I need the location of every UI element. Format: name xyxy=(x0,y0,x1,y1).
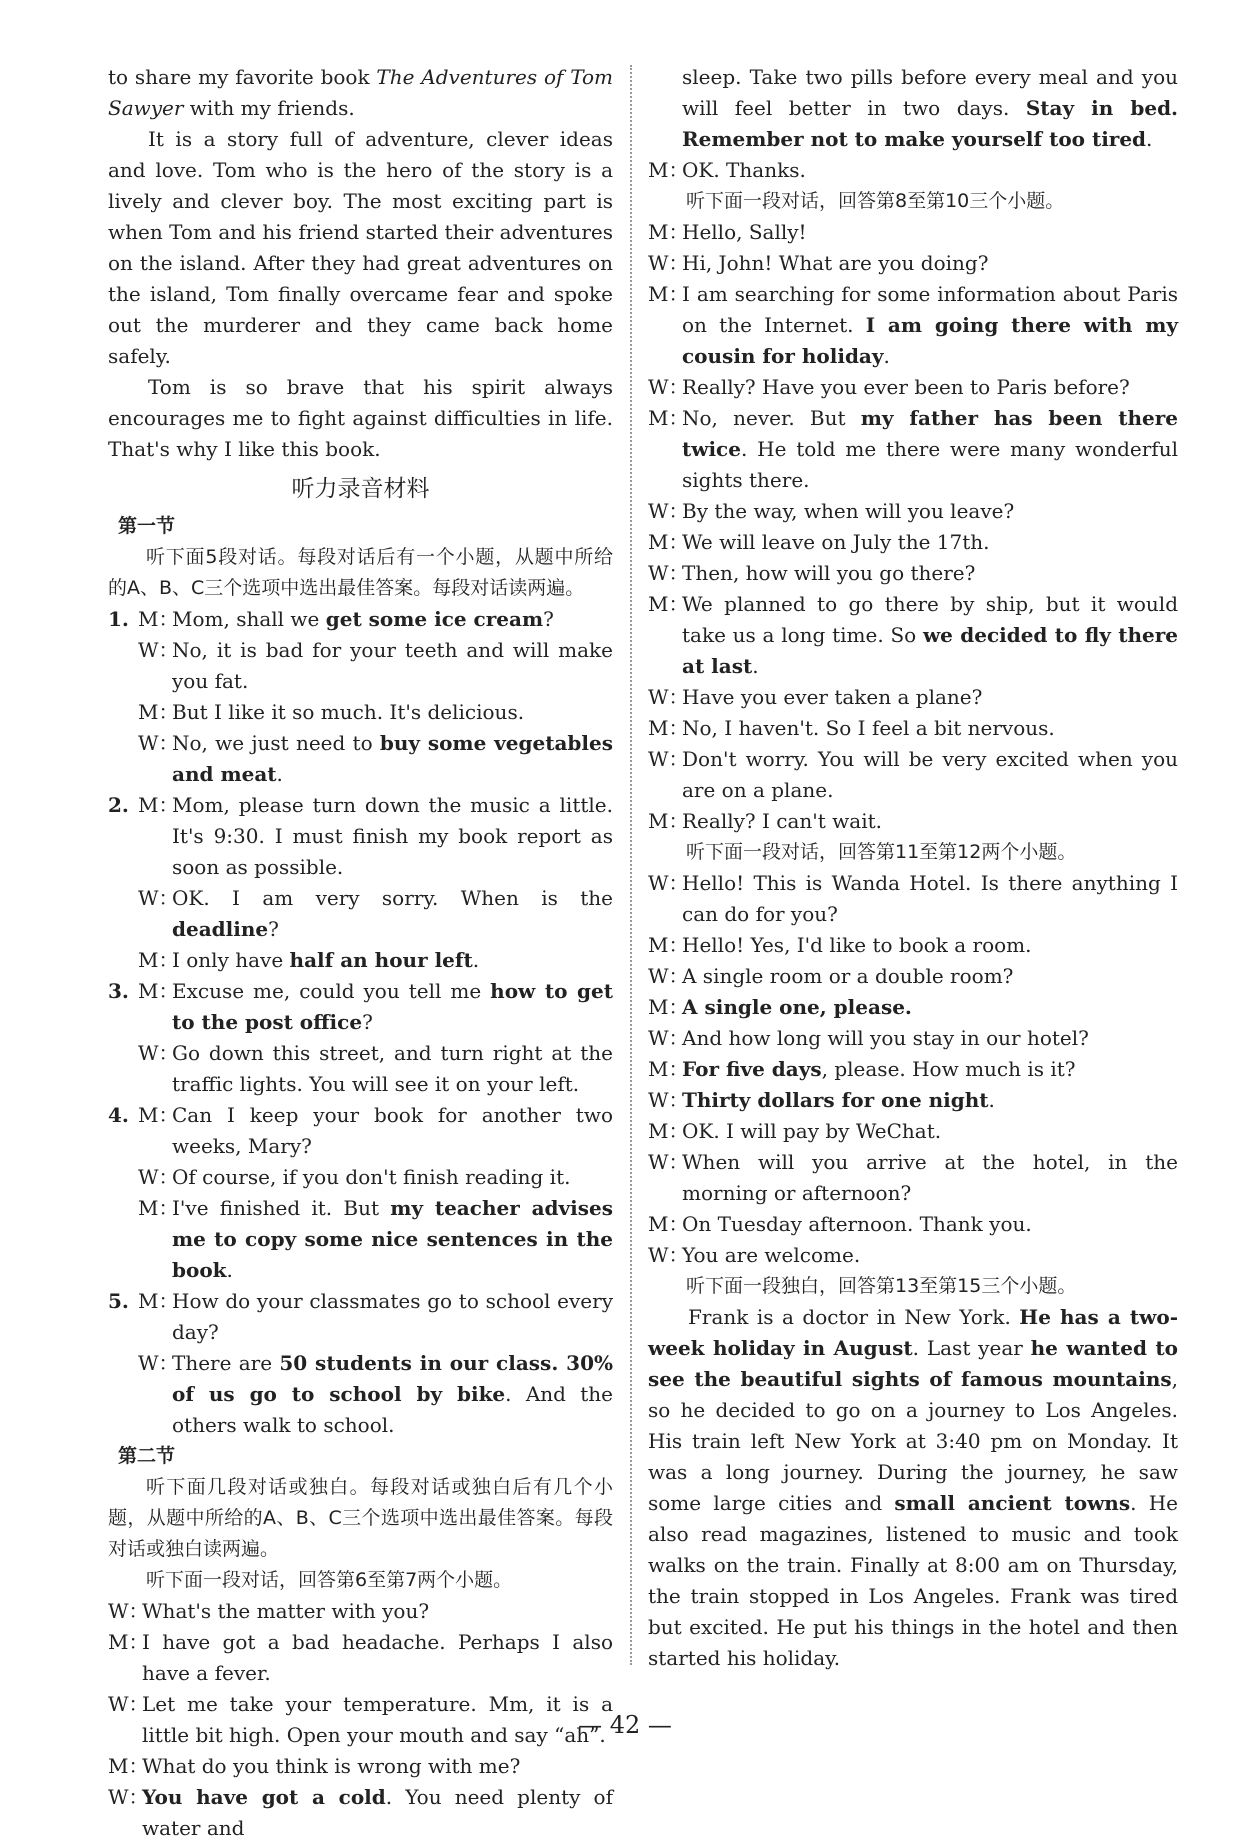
essay-paragraph: It is a story full of adventure, clever ideas and love. Tom who is the hero of the story is a lively and clever boy. The most exciting part is when Tom and his friend started their adventures on the island. After they had great adventures on the island, Tom finally overcame fear and spoke out the murderer and they came back home safely. xyxy=(108,127,613,368)
dialogue-line: M： I've finished it. But my teacher advises me to copy some nice sentences in the book. xyxy=(138,1196,613,1282)
dialogue-instructions: 听下面一段对话，回答第6至第7两个小题。 xyxy=(146,1569,513,1591)
section-instructions: 听下面5段对话。每段对话后有一个小题，从题中所给的A、B、C三个选项中选出最佳答案。每段对话读两遍。 xyxy=(108,546,613,599)
dialogue-line: sleep. Take two pills before every meal and you will feel better in two days. Stay in bed. Remember not to make yourself too tired. xyxy=(682,65,1179,151)
dialogue-line: M： Really? I can't wait. xyxy=(648,809,882,833)
listening-heading: 听力录音材料 xyxy=(291,476,430,502)
dialogue-line: W： OK. I am very sorry. When is the deadline? xyxy=(138,886,613,941)
dialogue-line: W： Then, how will you go there? xyxy=(648,561,976,585)
section-title: 第一节 xyxy=(118,515,176,537)
right-column xyxy=(648,62,1178,1674)
page-number: — 42 — xyxy=(578,1711,672,1739)
essay-paragraph: to share my favorite book The Adventures of Tom Sawyer with my friends. xyxy=(108,65,613,120)
dialogue-line: M： We planned to go there by ship, but it would take us a long time. So we decided to fly there at last. xyxy=(648,592,1178,678)
dialogue-line: W： Of course, if you don't finish reading it. xyxy=(138,1165,571,1189)
dialogue-line: 3. M： Excuse me, could you tell me how to get to the post office? xyxy=(108,979,613,1034)
dialogue-line: M： But I like it so much. It's delicious. xyxy=(138,700,525,724)
dialogue-line: W： And how long will you stay in our hotel? xyxy=(648,1026,1089,1050)
dialogue-line: 4. M： Can I keep your book for another two weeks, Mary? xyxy=(108,1103,613,1158)
dialogue-line: W： A single room or a double room? xyxy=(648,964,1014,988)
dialogue-line: M： OK. Thanks. xyxy=(648,158,806,182)
dialogue-line: W： What's the matter with you? xyxy=(108,1599,430,1623)
dialogue-line: W： Really? Have you ever been to Paris before? xyxy=(648,375,1130,399)
dialogue-line: 1. M： Mom, shall we get some ice cream? xyxy=(108,607,554,631)
dialogue-instructions: 听下面一段对话，回答第11至第12两个小题。 xyxy=(686,841,1077,863)
dialogue-line: M： Hello! Yes, I'd like to book a room. xyxy=(648,933,1032,957)
dialogue-line: W： Let me take your temperature. Mm, it is a little bit high. Open your mouth and say “ah”. xyxy=(108,1692,613,1747)
dialogue-line: W： You are welcome. xyxy=(648,1243,861,1267)
dialogue-line: 2. M： Mom, please turn down the music a little. It's 9:30. I must finish my book report as soon as possible. xyxy=(108,793,613,879)
dialogue-line: M： Hello, Sally! xyxy=(648,220,807,244)
dialogue-line: W： No, we just need to buy some vegetables and meat. xyxy=(138,731,613,786)
dialogue-line: W： There are 50 students in our class. 30% of us go to school by bike. And the others walk to school. xyxy=(138,1351,614,1437)
dialogue-line: M： I only have half an hour left. xyxy=(138,948,480,972)
dialogue-line: W： You have got a cold. You need plenty of water and xyxy=(108,1785,613,1840)
dialogue-line: M： On Tuesday afternoon. Thank you. xyxy=(648,1212,1032,1236)
dialogue-line: M： What do you think is wrong with me? xyxy=(108,1754,521,1778)
dialogue-line: W： Don't worry. You will be very excited when you are on a plane. xyxy=(648,747,1178,802)
dialogue-line: M： I am searching for some information about Paris on the Internet. I am going there with my cousin for holiday. xyxy=(648,282,1178,368)
column-divider xyxy=(630,65,632,1665)
monologue-instructions: 听下面一段独白，回答第13至第15三个小题。 xyxy=(686,1275,1077,1297)
book-title: The Adventures of Tom Sawyer xyxy=(108,65,613,120)
monologue-text: Frank is a doctor in New York. He has a two-week holiday in August. Last year he wanted to see the beautiful sights of famous mountains, so he decided to go on a journey to Los Angeles. His train left New York at 3:40 pm on Monday. It was a long journey. During the journey, he saw some large cities and small ancient towns. He also read magazines, listened to music and took walks on the train. Finally at 8:00 am on Thursday, the train stopped in Los Angeles. Frank was tired but excited. He put his things in the hotel and then started his holiday. xyxy=(648,1305,1179,1670)
dialogue-line: M： No, never. But my father has been there twice. He told me there were many wonderful sights there. xyxy=(648,406,1178,492)
section-instructions: 听下面几段对话或独白。每段对话或独白后有几个小题，从题中所给的A、B、C三个选项中选出最佳答案。每段对话或独白读两遍。 xyxy=(108,1476,613,1560)
dialogue-line: M： OK. I will pay by WeChat. xyxy=(648,1119,942,1143)
left-column xyxy=(108,62,613,1844)
dialogue-line: M： For five days, please. How much is it? xyxy=(648,1057,1076,1081)
dialogue-line: M： A single one, please. xyxy=(648,995,912,1019)
dialogue-line: W： Have you ever taken a plane? xyxy=(648,685,983,709)
section-title: 第二节 xyxy=(118,1445,176,1467)
dialogue-line: W： Thirty dollars for one night. xyxy=(648,1088,995,1112)
dialogue-line: W： Hi, John! What are you doing? xyxy=(648,251,989,275)
dialogue-line: 5. M： How do your classmates go to school every day? xyxy=(108,1289,613,1344)
dialogue-line: W： When will you arrive at the hotel, in the morning or afternoon? xyxy=(648,1150,1178,1205)
dialogue-instructions: 听下面一段对话，回答第8至第10三个小题。 xyxy=(686,190,1065,212)
dialogue-line: M： I have got a bad headache. Perhaps I also have a fever. xyxy=(108,1630,613,1685)
essay-paragraph: Tom is so brave that his spirit always encourages me to fight against difficulties in life. That's why I like this book. xyxy=(108,375,613,461)
dialogue-line: W： By the way, when will you leave? xyxy=(648,499,1015,523)
dialogue-line: M： No, I haven't. So I feel a bit nervous. xyxy=(648,716,1055,740)
dialogue-line: W： Hello! This is Wanda Hotel. Is there anything I can do for you? xyxy=(648,871,1178,926)
dialogue-line: W： Go down this street, and turn right at the traffic lights. You will see it on your left. xyxy=(138,1041,613,1096)
dialogue-line: W： No, it is bad for your teeth and will make you fat. xyxy=(138,638,613,693)
dialogue-line: M： We will leave on July the 17th. xyxy=(648,530,990,554)
